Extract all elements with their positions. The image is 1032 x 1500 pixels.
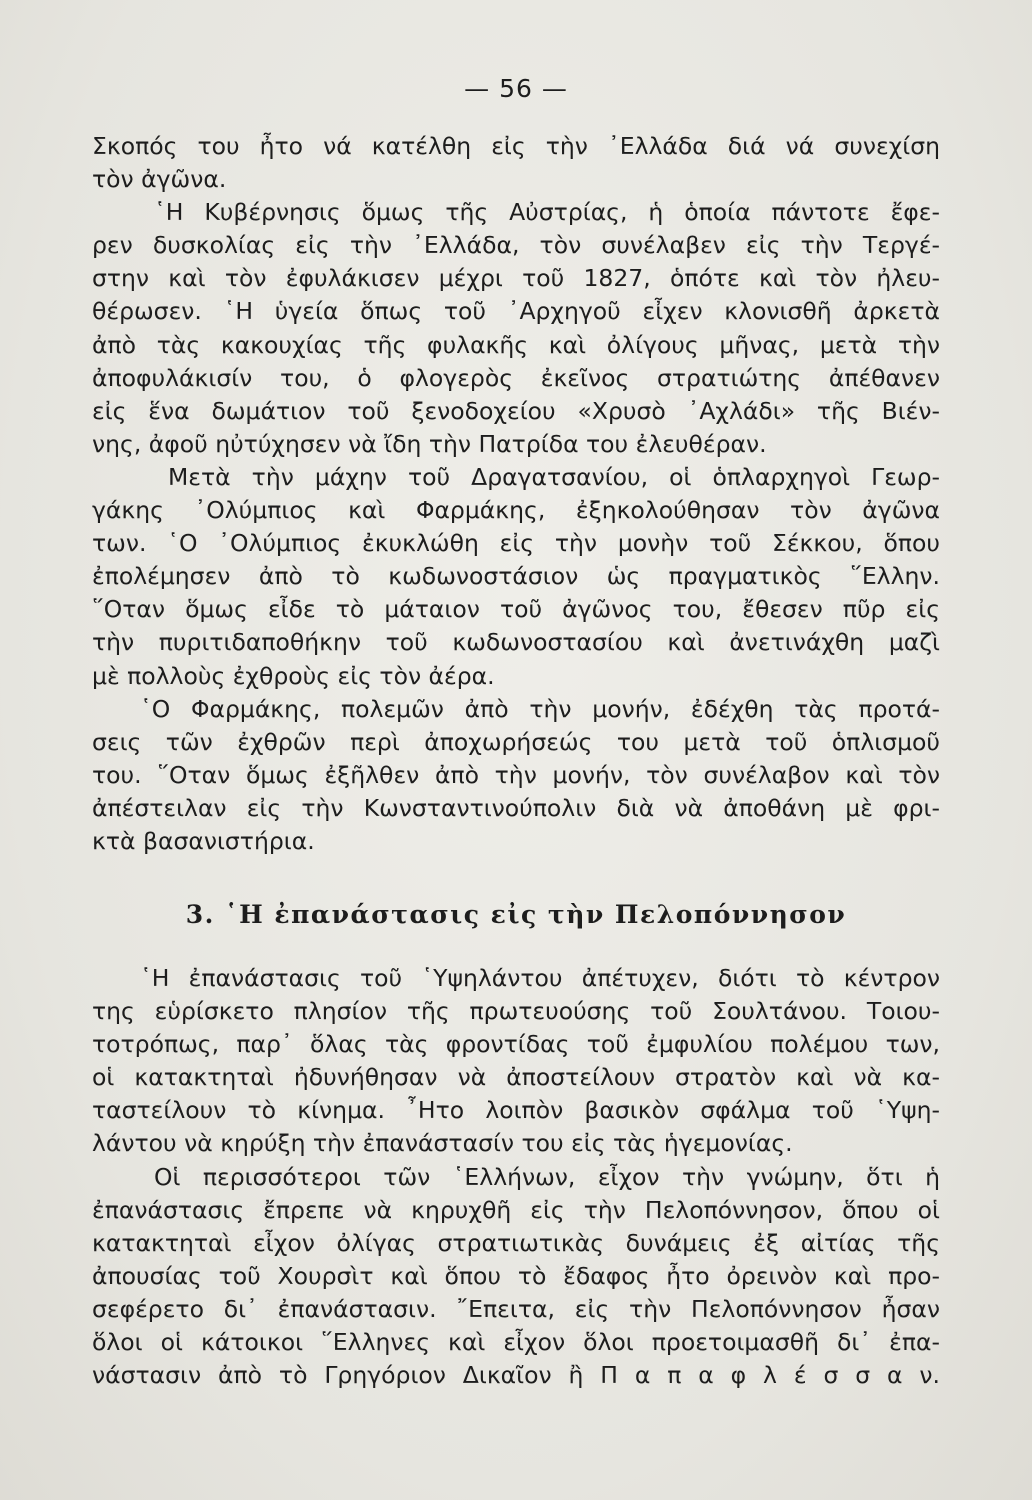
text-line: ῞Οταν ὅμως εἶδε τὸ μάταιον τοῦ ἀγῶνος του, ἔθεσεν πῦρ εἰς: [92, 595, 940, 624]
text-line: μὲ πολλοὺς ἐχθροὺς εἰς τὸν ἀέρα.: [92, 661, 495, 690]
text-line: στην καὶ τὸν ἐφυλάκισεν μέχρι τοῦ 1827, ὁπότε καὶ τὸν ἠλευ-: [92, 264, 940, 293]
text-line: τὸν ἀγῶνα.: [92, 165, 227, 194]
body-text-upper: [92, 130, 940, 858]
text-line: τὴν πυριτιδαποθήκην τοῦ κωδωνοστασίου καὶ ἀνετινάχθη μαζὶ: [92, 628, 940, 657]
text-line: ὅλοι οἱ κάτοικοι ῞Ελληνες καὶ εἶχον ὅλοι προετοιμασθῆ δι᾽ ἐπα-: [92, 1328, 940, 1357]
text-line: νάστασιν ἀπὸ τὸ Γρηγόριον Δικαῖον ἢ Π α π α φ λ έ σ σ α ν.: [92, 1361, 940, 1390]
body-text-lower: [92, 962, 940, 1392]
text-line: κτὰ βασανιστήρια.: [92, 826, 315, 855]
text-line: οἱ κατακτηταὶ ἠδυνήθησαν νὰ ἀποστείλουν στρατὸν καὶ νὰ κα-: [92, 1063, 940, 1092]
text-line: Οἱ περισσότεροι τῶν ῾Ελλήνων, εἶχον τὴν γνώμην, ὅτι ἡ: [154, 1162, 940, 1191]
text-line: Μετὰ τὴν μάχην τοῦ Δραγατσανίου, οἱ ὁπλαρχηγοὶ Γεωρ-: [168, 462, 940, 491]
text-line: ἀπὸ τὰς κακουχίας τῆς φυλακῆς καὶ ὀλίγους μῆνας, μετὰ τὴν: [92, 330, 940, 359]
text-line: ἀπέστειλαν εἰς τὴν Κωνσταντινούπολιν διὰ νὰ ἀποθάνη μὲ φρι-: [92, 793, 940, 822]
text-line: κατακτηταὶ εἶχον ὀλίγας στρατιωτικὰς δυνάμεις ἐξ αἰτίας τῆς: [92, 1228, 940, 1257]
text-line: σεις τῶν ἐχθρῶν περὶ ἀποχωρήσεώς του μετὰ τοῦ ὁπλισμοῦ: [92, 727, 940, 756]
text-line: ῾Η Κυβέρνησις ὅμως τῆς Αὐστρίας, ἡ ὁποία πάντοτε ἔφε-: [154, 198, 940, 227]
text-line: τοτρόπως, παρ᾽ ὅλας τὰς φροντίδας τοῦ ἐμφυλίου πολέμου των,: [92, 1030, 940, 1059]
text-line: σεφέρετο δι᾽ ἐπανάστασιν. ῎Επειτα, εἰς τὴν Πελοπόννησον ἦσαν: [92, 1294, 940, 1323]
text-line: Σκοπός του ἦτο νά κατέλθη εἰς τὴν ᾽Ελλάδα διά νά συνεχίση: [92, 132, 940, 160]
text-line: του. ῞Οταν ὅμως ἐξῆλθεν ἀπὸ τὴν μονήν, τὸν συνέλαβον καὶ τὸν: [92, 760, 940, 789]
text-line: ἀπουσίας τοῦ Χουρσὶτ καὶ ὅπου τὸ ἔδαφος ἦτο ὀρεινὸν καὶ προ-: [92, 1261, 940, 1290]
text-line: της εὑρίσκετο πλησίον τῆς πρωτευούσης τοῦ Σουλτάνου. Τοιου-: [92, 997, 940, 1026]
text-line: λάντου νὰ κηρύξη τὴν ἐπανάστασίν του εἰς τὰς ἡγεμονίας.: [92, 1129, 793, 1158]
text-line: εἰς ἕνα δωμάτιον τοῦ ξενοδοχείου «Χρυσὸ ᾽Αχλάδι» τῆς Βιέν-: [92, 396, 940, 425]
text-line: ρεν δυσκολίας εἰς τὴν ᾽Ελλάδα, τὸν συνέλαβεν εἰς τὴν Τεργέ-: [92, 231, 940, 260]
text-line: ἐπανάστασις ἔπρεπε νὰ κηρυχθῆ εἰς τὴν Πελοπόννησον, ὅπου οἱ: [92, 1195, 940, 1224]
text-line: ῾Ο Φαρμάκης, πολεμῶν ἀπὸ τὴν μονήν, ἐδέχθη τὰς προτά-: [140, 694, 940, 723]
text-line: νης, ἀφοῦ ηὐτύχησεν νὰ ἴδη τὴν Πατρίδα του ἐλευθέραν.: [92, 429, 767, 458]
text-line: των. ῾Ο ᾽Ολύμπιος ἐκυκλώθη εἰς τὴν μονὴν τοῦ Σέκκου, ὅπου: [92, 529, 940, 558]
text-line: ἀποφυλάκισίν του, ὁ φλογερὸς ἐκεῖνος στρατιώτης ἀπέθανεν: [92, 363, 940, 392]
text-line: ταστείλουν τὸ κίνημα. ῏Ητο λοιπὸν βασικὸν σφάλμα τοῦ ῾Υψη-: [92, 1096, 940, 1125]
text-line: θέρωσεν. ῾Η ὑγεία ὅπως τοῦ ᾽Αρχηγοῦ εἶχεν κλονισθῆ ἀρκετὰ: [92, 297, 940, 326]
text-line: ῾Η ἐπανάστασις τοῦ ῾Υψηλάντου ἀπέτυχεν, διότι τὸ κέντρον: [140, 964, 940, 992]
page-number: — 56 —: [464, 74, 568, 103]
text-line: γάκης ᾽Ολύμπιος καὶ Φαρμάκης, ἐξηκολούθησαν τὸν ἀγῶνα: [92, 496, 940, 525]
section-heading: 3. ῾Η ἐπανάστασις εἰς τὴν Πελοπόννησον: [185, 900, 847, 929]
text-line: ἐπολέμησεν ἀπὸ τὸ κωδωνοστάσιον ὡς πραγματικὸς ῞Ελλην.: [92, 562, 940, 591]
